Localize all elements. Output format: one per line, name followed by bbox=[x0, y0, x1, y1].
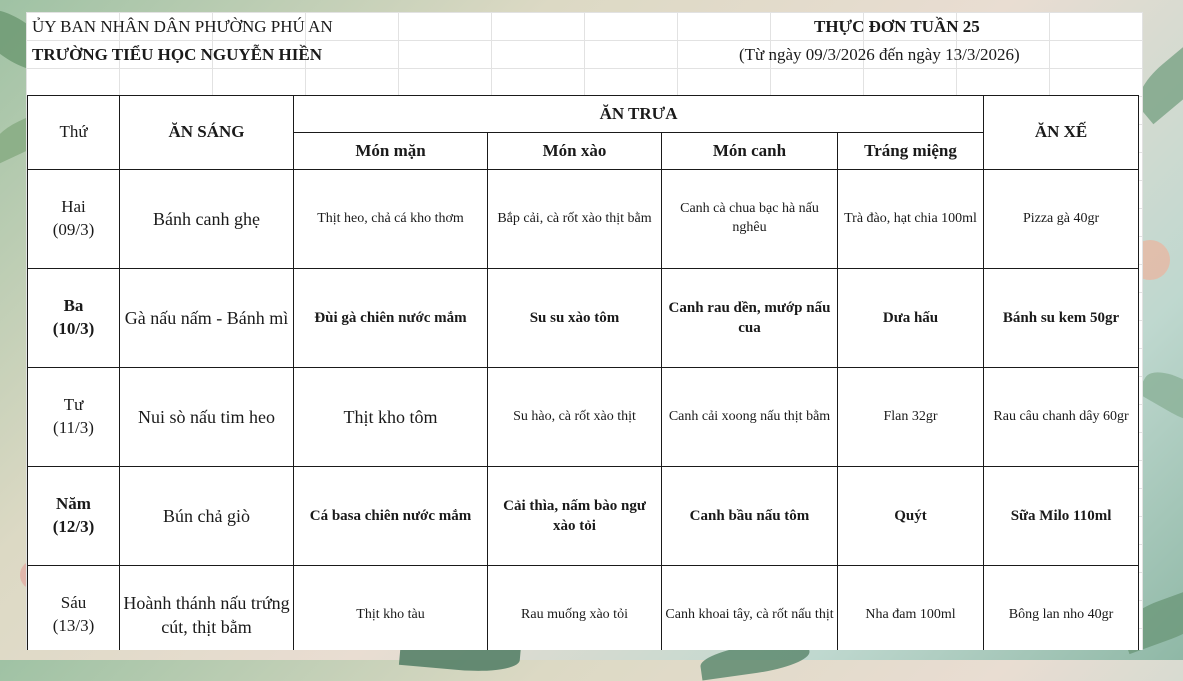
dessert-cell: Quýt bbox=[838, 467, 984, 566]
main-dish-cell: Thịt kho tàu bbox=[294, 566, 488, 651]
main-dish-cell: Thịt heo, chả cá kho thơm bbox=[294, 170, 488, 269]
day-name: Sáu bbox=[60, 593, 87, 613]
day-date: (12/3) bbox=[52, 517, 95, 536]
soup-cell: Canh rau dền, mướp nấu cua bbox=[662, 269, 838, 368]
col-header-soup: Món canh bbox=[662, 133, 838, 170]
day-cell bbox=[28, 467, 120, 566]
day-cell bbox=[28, 368, 120, 467]
stir-fry-cell: Bắp cải, cà rốt xào thịt bằm bbox=[488, 170, 662, 269]
stir-fry-cell: Rau muống xào tỏi bbox=[488, 566, 662, 651]
col-header-dessert: Tráng miệng bbox=[838, 133, 984, 170]
breakfast-cell: Bánh canh ghẹ bbox=[120, 170, 294, 269]
day-name: Hai bbox=[61, 197, 86, 217]
header-row bbox=[28, 96, 1139, 133]
day-name: Năm bbox=[56, 494, 91, 514]
main-dish-cell: Thịt kho tôm bbox=[294, 368, 488, 467]
main-dish-cell: Cá basa chiên nước mắm bbox=[294, 467, 488, 566]
stir-fry-cell: Su su xào tôm bbox=[488, 269, 662, 368]
day-name: Tư bbox=[63, 395, 84, 415]
soup-cell: Canh bầu nấu tôm bbox=[662, 467, 838, 566]
snack-cell: Bông lan nho 40gr bbox=[984, 566, 1139, 651]
table-row bbox=[28, 467, 1139, 566]
day-cell bbox=[28, 566, 120, 651]
leaf-decoration bbox=[1137, 362, 1183, 432]
day-cell bbox=[28, 170, 120, 269]
day-date: (09/3) bbox=[52, 220, 95, 239]
col-header-lunch: ĂN TRƯA bbox=[294, 96, 984, 133]
day-name: Ba bbox=[63, 296, 84, 316]
day-cell bbox=[28, 269, 120, 368]
col-header-day: Thứ bbox=[28, 96, 120, 170]
soup-cell: Canh cà chua bạc hà nấu nghêu bbox=[662, 170, 838, 269]
main-dish-cell: Đùi gà chiên nước mắm bbox=[294, 269, 488, 368]
stir-fry-cell: Cải thìa, nấm bào ngư xào tỏi bbox=[488, 467, 662, 566]
day-date: (13/3) bbox=[52, 616, 95, 635]
menu-title: THỰC ĐƠN TUẦN 25 bbox=[814, 17, 980, 36]
breakfast-cell: Gà nấu nấm - Bánh mì bbox=[120, 269, 294, 368]
table-row bbox=[28, 566, 1139, 651]
col-header-snack: ĂN XẾ bbox=[984, 96, 1139, 170]
table-row bbox=[28, 269, 1139, 368]
breakfast-cell: Bún chả giò bbox=[120, 467, 294, 566]
snack-cell: Pizza gà 40gr bbox=[984, 170, 1139, 269]
col-header-breakfast: ĂN SÁNG bbox=[120, 96, 294, 170]
breakfast-cell: Nui sò nấu tim heo bbox=[120, 368, 294, 467]
school-name: TRƯỜNG TIỂU HỌC NGUYỄN HIỀN bbox=[32, 45, 322, 64]
snack-cell: Rau câu chanh dây 60gr bbox=[984, 368, 1139, 467]
dessert-cell: Flan 32gr bbox=[838, 368, 984, 467]
soup-cell: Canh cải xoong nấu thịt bằm bbox=[662, 368, 838, 467]
col-header-stir-fry: Món xào bbox=[488, 133, 662, 170]
snack-cell: Sữa Milo 110ml bbox=[984, 467, 1139, 566]
menu-sheet bbox=[26, 12, 1143, 650]
dessert-cell: Nha đam 100ml bbox=[838, 566, 984, 651]
day-date: (11/3) bbox=[53, 418, 94, 437]
date-range: (Từ ngày 09/3/2026 đến ngày 13/3/2026) bbox=[739, 45, 1020, 64]
day-date: (10/3) bbox=[52, 319, 95, 338]
stir-fry-cell: Su hào, cà rốt xào thịt bbox=[488, 368, 662, 467]
agency-name: ỦY BAN NHÂN DÂN PHƯỜNG PHÚ AN bbox=[32, 17, 333, 36]
table-row bbox=[28, 368, 1139, 467]
soup-cell: Canh khoai tây, cà rốt nấu thịt bbox=[662, 566, 838, 651]
table-row bbox=[28, 170, 1139, 269]
dessert-cell: Trà đào, hạt chia 100ml bbox=[838, 170, 984, 269]
menu-table bbox=[27, 95, 1139, 650]
col-header-main-dish: Món mặn bbox=[294, 133, 488, 170]
dessert-cell: Dưa hấu bbox=[838, 269, 984, 368]
snack-cell: Bánh su kem 50gr bbox=[984, 269, 1139, 368]
breakfast-cell: Hoành thánh nấu trứng cút, thịt bằm bbox=[120, 566, 294, 651]
